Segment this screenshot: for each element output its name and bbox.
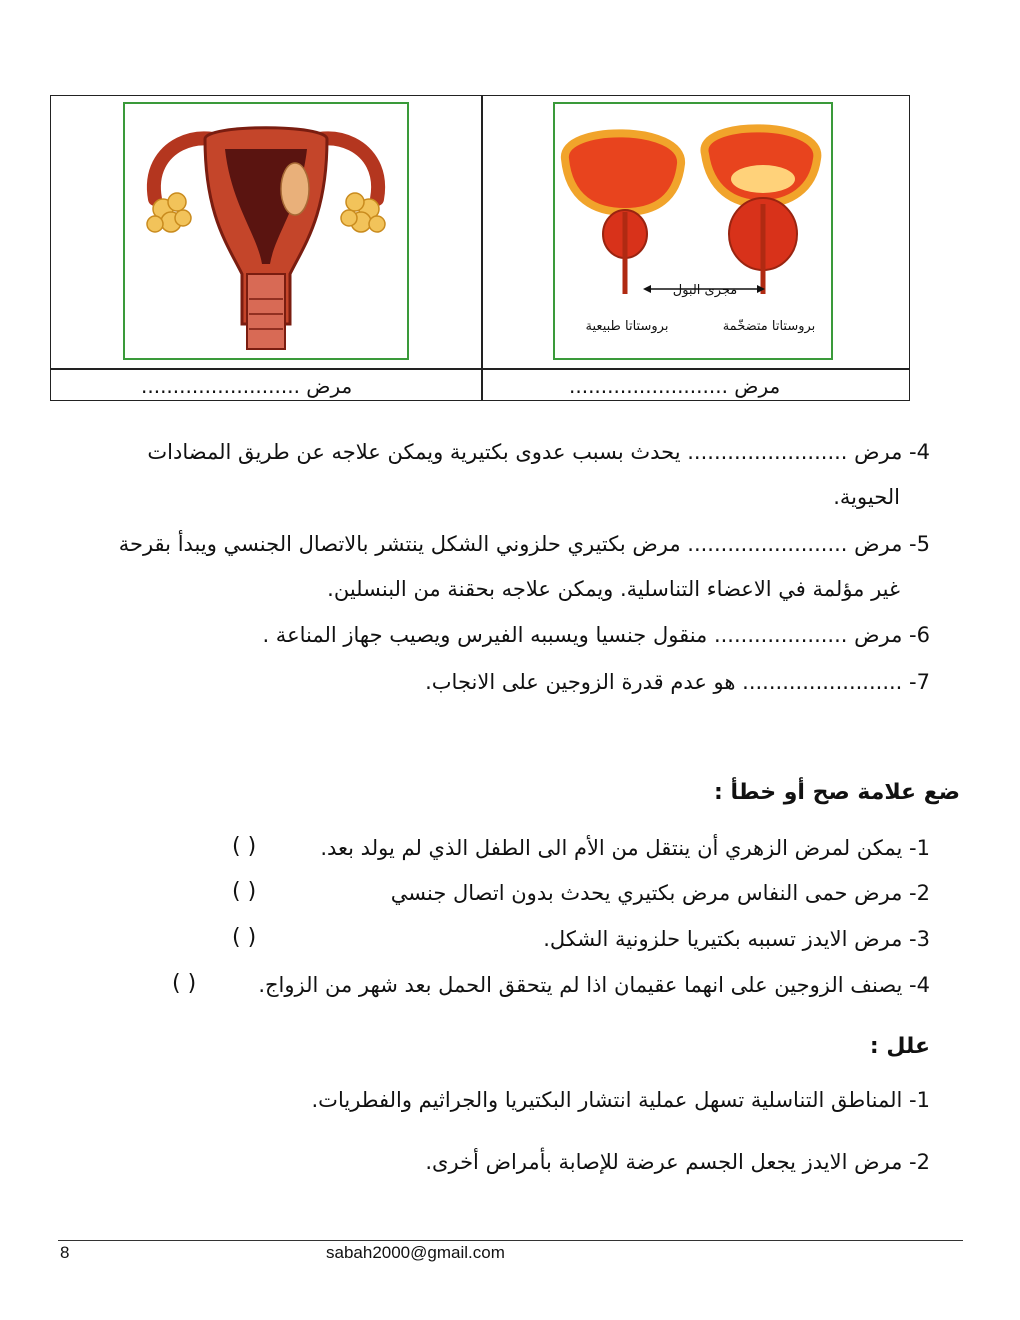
- answer-parens-4: ( ): [172, 971, 197, 996]
- fill-blank-7: 7- ........................ هو عدم قدرة الزوجين على الانجاب.: [425, 670, 930, 694]
- prostate-illustration: [553, 102, 833, 360]
- diagram-table: [50, 95, 910, 401]
- table-divider-horizontal: [51, 368, 909, 370]
- fill-blank-4-line2: الحيوية.: [833, 485, 900, 509]
- true-false-item-4: 4- يصنف الزوجين على انهما عقيمان اذا لم يتحقق الحمل بعد شهر من الزواج.: [258, 973, 930, 997]
- table-divider-vertical: [481, 96, 483, 400]
- right-figure-caption: مرض .........................: [569, 374, 781, 398]
- explain-title: علل :: [869, 1034, 930, 1059]
- answer-parens-1: ( ): [232, 834, 257, 859]
- fill-blank-4-line1: 4- مرض ........................ يحدث بسبب عدوى بكتيرية ويمكن علاجه عن طريق المضادات: [147, 440, 930, 464]
- explain-item-2: 2- مرض الايدز يجعل الجسم عرضة للإصابة بأمراض أخرى.: [425, 1150, 930, 1174]
- enlarged-prostate-label: بروستاتا متضخّمة: [722, 319, 816, 334]
- footer-email: sabah2000@gmail.com: [326, 1243, 505, 1262]
- true-false-item-1: 1- يمكن لمرض الزهري أن ينتقل من الأم الى الطفل الذي لم يولد بعد.: [320, 836, 930, 860]
- left-figure-caption: مرض .........................: [141, 374, 353, 398]
- answer-parens-2: ( ): [232, 879, 257, 904]
- true-false-item-3: 3- مرض الايدز تسببه بكتيريا حلزونية الشكل.: [543, 927, 930, 951]
- true-false-item-2: 2- مرض حمى النفاس مرض بكتيري يحدث بدون اتصال جنسي: [390, 881, 930, 905]
- fill-blank-5-line2: غير مؤلمة في الاعضاء التناسلية. ويمكن علاجه بحقنة من البنسلين.: [327, 577, 900, 601]
- uterus-illustration: [123, 102, 409, 360]
- urethra-label: مجرى البول: [672, 283, 738, 298]
- prostate-drawing: [555, 104, 831, 358]
- footer-rule: [58, 1240, 963, 1241]
- fill-blank-5-line1: 5- مرض ........................ مرض بكتيري حلزوني الشكل ينتشر بالاتصال الجنسي ويبدأ بقرحة: [118, 532, 930, 556]
- page-number: 8: [60, 1243, 70, 1262]
- uterus-drawing: [125, 104, 407, 358]
- true-false-title: ضع علامة صح أو خطأ :: [714, 780, 960, 805]
- explain-item-1: 1- المناطق التناسلية تسهل عملية انتشار البكتيريا والجراثيم والفطريات.: [311, 1088, 930, 1112]
- fill-blank-6: 6- مرض .................... منقول جنسيا ويسببه الفيرس ويصيب جهاز المناعة .: [262, 623, 930, 647]
- answer-parens-3: ( ): [232, 925, 257, 950]
- normal-prostate-label: بروستاتا طبيعية: [585, 319, 669, 334]
